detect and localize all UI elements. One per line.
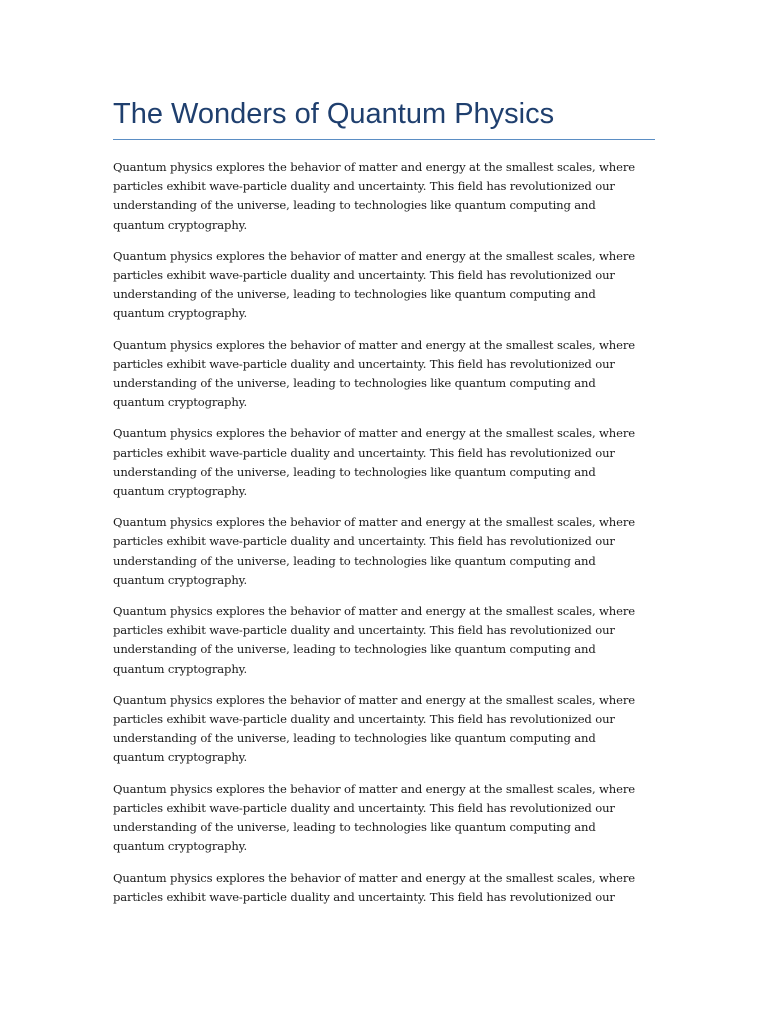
paragraph-line: understanding of the universe, leading to technologies like quantum computing and — [113, 464, 596, 479]
paragraph-line: Quantum physics explores the behavior of matter and energy at the smallest scales, where — [113, 248, 635, 263]
paragraph-line: particles exhibit wave-particle duality and uncertainty. This field has revolutionized our — [113, 712, 615, 727]
paragraph — [113, 336, 655, 413]
paragraph-line: particles exhibit wave-particle duality and uncertainty. This field has revolutionized our — [113, 445, 615, 460]
paragraph-line: particles exhibit wave-particle duality and uncertainty. This field has revolutionized our — [113, 623, 615, 638]
paragraph — [113, 691, 655, 768]
paragraph-line: quantum cryptography. — [113, 572, 248, 587]
paragraph-line: Quantum physics explores the behavior of matter and energy at the smallest scales, where — [113, 426, 635, 441]
paragraph-line: particles exhibit wave-particle duality and uncertainty. This field has revolutionized our — [113, 268, 615, 283]
paragraph-line: understanding of the universe, leading to technologies like quantum computing and — [113, 820, 596, 835]
paragraph-line: Quantum physics explores the behavior of matter and energy at the smallest scales, where — [113, 160, 635, 174]
paragraph-line: Quantum physics explores the behavior of matter and energy at the smallest scales, where — [113, 337, 635, 352]
paragraph — [113, 869, 655, 907]
paragraph-line: quantum cryptography. — [113, 395, 248, 410]
paragraph — [113, 602, 655, 679]
document-body — [113, 94, 655, 919]
paragraph-line: understanding of the universe, leading to technologies like quantum computing and — [113, 731, 596, 746]
paragraph-line: particles exhibit wave-particle duality and uncertainty. This field has revolutionized our — [113, 179, 615, 194]
paragraph-line: quantum cryptography. — [113, 839, 248, 854]
paragraph-list — [113, 158, 655, 907]
paragraph-line: quantum cryptography. — [113, 750, 248, 765]
paragraph-line: understanding of the universe, leading to technologies like quantum computing and — [113, 198, 596, 213]
paragraph-line: quantum cryptography. — [113, 484, 248, 499]
paragraph-line: particles exhibit wave-particle duality and uncertainty. This field has revolutionized our — [113, 800, 615, 815]
paragraph-line: Quantum physics explores the behavior of matter and energy at the smallest scales, where — [113, 870, 635, 885]
paragraph-line: understanding of the universe, leading to technologies like quantum computing and — [113, 376, 596, 391]
paragraph-line: Quantum physics explores the behavior of matter and energy at the smallest scales, where — [113, 692, 635, 707]
paragraph — [113, 780, 655, 857]
paragraph-line: quantum cryptography. — [113, 306, 248, 321]
paragraph-line: particles exhibit wave-particle duality and uncertainty. This field has revolutionized our — [113, 356, 615, 371]
paragraph-line: Quantum physics explores the behavior of matter and energy at the smallest scales, where — [113, 604, 635, 619]
paragraph-line: Quantum physics explores the behavior of matter and energy at the smallest scales, where — [113, 781, 635, 796]
paragraph — [113, 247, 655, 324]
paragraph-line: quantum cryptography. — [113, 217, 248, 232]
paragraph — [113, 513, 655, 590]
paragraph-line: particles exhibit wave-particle duality and uncertainty. This field has revolutionized our — [113, 889, 615, 904]
paragraph-line: Quantum physics explores the behavior of matter and energy at the smallest scales, where — [113, 515, 635, 530]
paragraph-line: understanding of the universe, leading to technologies like quantum computing and — [113, 553, 596, 568]
paragraph-line: particles exhibit wave-particle duality and uncertainty. This field has revolutionized our — [113, 534, 615, 549]
paragraph — [113, 424, 655, 501]
paragraph — [113, 158, 655, 235]
document-title: The Wonders of Quantum Physics — [113, 94, 655, 140]
paragraph-line: quantum cryptography. — [113, 661, 248, 676]
paragraph-line: understanding of the universe, leading to technologies like quantum computing and — [113, 287, 596, 302]
paragraph-line: understanding of the universe, leading to technologies like quantum computing and — [113, 642, 596, 657]
